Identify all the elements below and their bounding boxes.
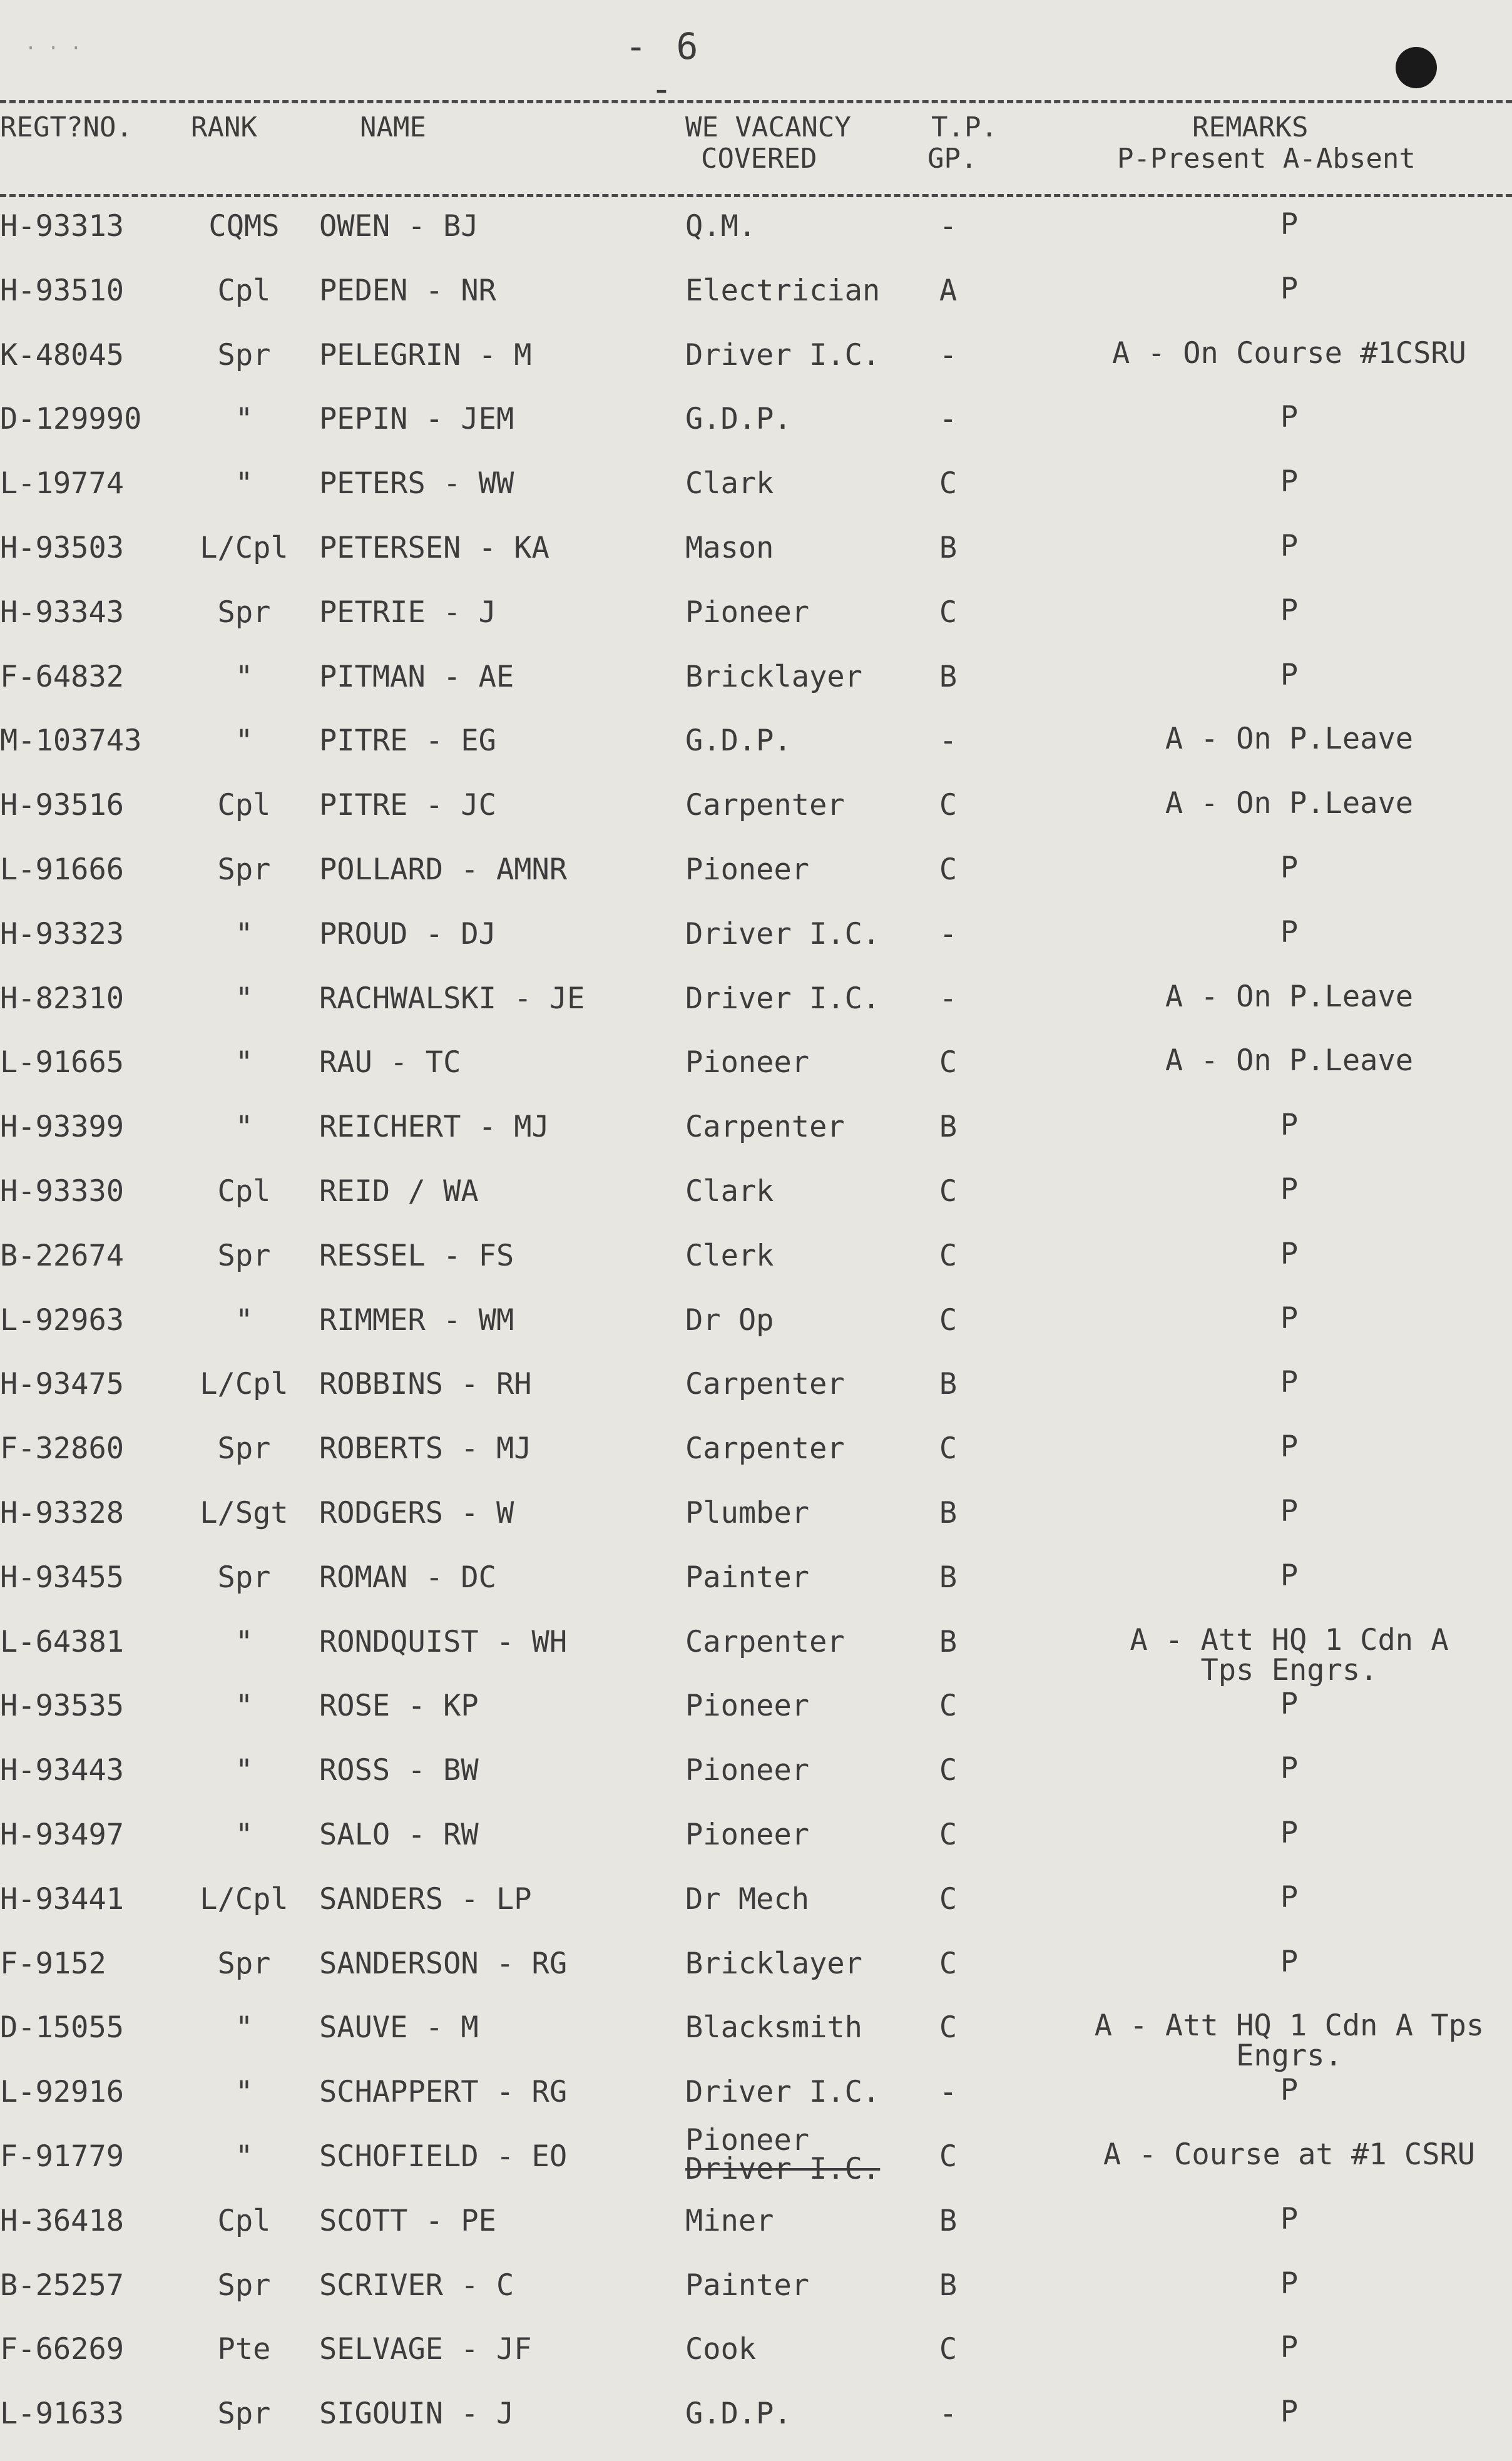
rank-cell: Cpl	[217, 788, 271, 822]
name-cell: SCRIVER - C	[319, 2268, 514, 2303]
table-row	[0, 1239, 1512, 1303]
table-row	[0, 1947, 1512, 2011]
rank-cell: L/Sgt	[200, 1496, 289, 1530]
table-row	[0, 2008, 1512, 2075]
we-vacancy-cell: Carpenter	[685, 1625, 845, 1659]
tp-group-cell: B	[939, 1367, 958, 1401]
regt-no-cell: M-103743	[0, 724, 142, 758]
tp-group-cell: C	[939, 1753, 958, 1788]
remarks-cell: P	[1280, 1108, 1299, 1142]
table-row	[0, 1751, 1512, 1818]
we-vacancy-cell: Carpenter	[685, 1110, 845, 1144]
tp-group-cell: B	[939, 1625, 958, 1659]
we-vacancy-cell: Clerk	[685, 1239, 774, 1273]
remarks-cell: P	[1280, 593, 1299, 628]
rank-cell: Spr	[217, 1947, 271, 1981]
table-row	[0, 1043, 1512, 1110]
table-row	[0, 336, 1512, 402]
tp-group-cell: -	[939, 209, 958, 243]
remarks-cell: P	[1280, 1430, 1299, 1464]
tp-group-cell: -	[939, 2397, 958, 2431]
regt-no-cell: F-9152	[0, 1947, 106, 1981]
tp-group-cell: C	[939, 1239, 958, 1273]
tp-group-cell: -	[939, 917, 958, 951]
name-cell: PETRIE - J	[319, 595, 496, 630]
regt-no-cell: L-92963	[0, 1303, 125, 1338]
tp-group-cell: C	[939, 1303, 958, 1338]
rank-cell: "	[235, 2075, 253, 2109]
name-cell: RESSEL - FS	[319, 1239, 514, 1273]
remarks-cell: P	[1280, 915, 1299, 949]
name-cell: ROSE - KP	[319, 1689, 479, 1723]
table-row	[0, 853, 1512, 917]
name-cell: RAU - TC	[319, 1045, 461, 1080]
remarks-cell: A - Course at #1 CSRU	[1103, 2137, 1476, 2172]
table-row	[0, 2266, 1512, 2333]
remarks-cell: P	[1280, 2266, 1299, 2301]
rank-cell: "	[235, 1045, 253, 1080]
rank-cell: Pte	[217, 2332, 271, 2366]
name-cell: PITRE - EG	[319, 724, 496, 758]
we-vacancy-cell: Pioneer	[685, 595, 810, 630]
remarks-cell: P	[1280, 658, 1299, 692]
table-row	[0, 274, 1512, 338]
header-rank: RANK	[191, 111, 257, 143]
table-row	[0, 2330, 1512, 2397]
we-vacancy-cell: Bricklayer	[685, 1947, 862, 1981]
we-vacancy-cell	[685, 2124, 880, 2186]
scan-speckle: · · ·	[25, 38, 82, 59]
regt-no-cell: H-93503	[0, 531, 125, 565]
rank-cell: Spr	[217, 1239, 271, 1273]
rank-cell: Cpl	[217, 274, 271, 308]
table-row	[0, 1625, 1512, 1689]
we-vacancy-cell: Carpenter	[685, 788, 845, 822]
rank-cell: "	[235, 1818, 253, 1852]
tp-group-cell: B	[939, 1496, 958, 1530]
table-row	[0, 982, 1512, 1046]
name-cell: SANDERSON - RG	[319, 1947, 568, 1981]
regt-no-cell: H-36418	[0, 2204, 125, 2238]
rank-cell: L/Cpl	[200, 1367, 289, 1401]
remarks-cell: P	[1280, 1945, 1299, 1979]
we-vacancy-cell: Painter	[685, 1560, 810, 1595]
tp-group-cell: B	[939, 2268, 958, 2303]
table-row	[0, 1818, 1512, 1882]
we-vacancy-cell: Bricklayer	[685, 660, 862, 694]
remarks-cell: P	[1280, 1558, 1299, 1593]
name-cell: ROBERTS - MJ	[319, 1431, 532, 1466]
rank-cell: "	[235, 2010, 253, 2045]
rank-cell: "	[235, 660, 253, 694]
regt-no-cell: H-93455	[0, 1560, 125, 1595]
we-vacancy-cell: Clark	[685, 466, 774, 501]
tp-group-cell: C	[939, 2332, 958, 2366]
remarks-cell: P	[1280, 2330, 1299, 2365]
tp-group-cell: B	[939, 660, 958, 694]
name-cell: REICHERT - MJ	[319, 1110, 549, 1144]
header-name: NAME	[360, 111, 426, 143]
remarks-cell: P	[1280, 1816, 1299, 1850]
remarks-cell: A - On P.Leave	[1165, 786, 1414, 821]
we-vacancy-cell: G.D.P.	[685, 2397, 792, 2431]
we-vacancy-cell: Carpenter	[685, 1431, 845, 1466]
we-vacancy-cell: Pioneer	[685, 852, 810, 887]
header-remarks: REMARKS	[1192, 111, 1309, 143]
table-row	[0, 1494, 1512, 1560]
remarks-cell: P	[1280, 400, 1299, 434]
remarks-cell: P	[1280, 272, 1299, 306]
header-gp: GP.	[927, 143, 978, 175]
table-row	[0, 1432, 1512, 1496]
regt-no-cell: H-93330	[0, 1174, 125, 1209]
name-cell: POLLARD - AMNR	[319, 852, 568, 887]
regt-no-cell: H-93535	[0, 1689, 125, 1723]
regt-no-cell: L-92916	[0, 2075, 125, 2109]
remarks-cell: P	[1280, 1880, 1299, 1915]
name-cell: PITMAN - AE	[319, 660, 514, 694]
tp-group-cell: B	[939, 1110, 958, 1144]
regt-no-cell: H-93399	[0, 1110, 125, 1144]
regt-no-cell: H-93328	[0, 1496, 125, 1530]
rank-cell: Cpl	[217, 1174, 271, 1209]
punch-hole	[1396, 47, 1437, 88]
rank-cell: Spr	[217, 852, 271, 887]
regt-no-cell: H-82310	[0, 981, 125, 1016]
table-row	[0, 1880, 1512, 1947]
tp-group-cell: C	[939, 1045, 958, 1080]
table-row	[0, 402, 1512, 466]
tp-group-cell: C	[939, 1431, 958, 1466]
we-vacancy-cell: Mason	[685, 531, 774, 565]
header-we-vacancy: WE VACANCY	[685, 111, 851, 143]
rank-cell: Spr	[217, 2397, 271, 2431]
table-row	[0, 1110, 1512, 1174]
tp-group-cell: C	[939, 788, 958, 822]
regt-no-cell: B-22674	[0, 1239, 125, 1273]
header-top-rule	[0, 100, 1512, 103]
remarks-cell: A - On P.Leave	[1165, 980, 1414, 1014]
regt-no-cell: F-66269	[0, 2332, 125, 2366]
remarks-cell: A - On P.Leave	[1165, 1043, 1414, 1078]
rank-cell: "	[235, 1110, 253, 1144]
rank-cell: CQMS	[208, 209, 280, 243]
regt-no-cell: H-93441	[0, 1882, 125, 1916]
table-row	[0, 724, 1512, 788]
rank-cell: L/Cpl	[200, 531, 289, 565]
remarks-cell: A - On P.Leave	[1165, 722, 1414, 756]
regt-no-cell: B-25257	[0, 2268, 125, 2303]
remarks-cell: A - Att HQ 1 Cdn A Tps Engrs.	[1094, 2008, 1484, 2073]
rank-cell: Spr	[217, 1560, 271, 1595]
remarks-cell: P	[1280, 464, 1299, 499]
rank-cell: "	[235, 2139, 253, 2174]
remarks-cell: P	[1280, 851, 1299, 885]
name-cell: RODGERS - W	[319, 1496, 514, 1530]
table-row	[0, 207, 1512, 274]
tp-group-cell: C	[939, 1174, 958, 1209]
we-vacancy-cell: Pioneer	[685, 1818, 810, 1852]
we-vacancy-cell: Dr Op	[685, 1303, 774, 1338]
name-cell: PEDEN - NR	[319, 274, 496, 308]
header-remarks-legend: P-Present A-Absent	[1117, 143, 1416, 175]
tp-group-cell: C	[939, 466, 958, 501]
rank-cell: "	[235, 981, 253, 1016]
tp-group-cell: C	[939, 2139, 958, 2174]
rank-cell: "	[235, 402, 253, 436]
tp-group-cell: C	[939, 1689, 958, 1723]
tp-group-cell: C	[939, 1818, 958, 1852]
name-cell: SCOTT - PE	[319, 2204, 496, 2238]
regt-no-cell: L-91665	[0, 1045, 125, 1080]
we-vacancy-cell: Carpenter	[685, 1367, 845, 1401]
regt-no-cell: H-93443	[0, 1753, 125, 1788]
regt-no-cell: H-93510	[0, 274, 125, 308]
table-row	[0, 786, 1512, 852]
name-cell: SIGOUIN - J	[319, 2397, 514, 2431]
regt-no-cell: L-19774	[0, 466, 125, 501]
we-vacancy-cell: Pioneer	[685, 1753, 810, 1788]
rank-cell: "	[235, 1625, 253, 1659]
we-vacancy-cell: Driver I.C.	[685, 2075, 881, 2109]
we-vacancy-cell-inserted: Pioneer	[685, 2123, 810, 2157]
name-cell: RONDQUIST - WH	[319, 1625, 568, 1659]
we-vacancy-cell: Clark	[685, 1174, 774, 1209]
rank-cell: "	[235, 917, 253, 951]
we-vacancy-cell: Electrician	[685, 274, 881, 308]
table-row	[0, 2204, 1512, 2268]
table-row	[0, 1558, 1512, 1625]
rank-cell: Cpl	[217, 2204, 271, 2238]
name-cell: SALO - RW	[319, 1818, 479, 1852]
we-vacancy-cell: Cook	[685, 2332, 757, 2366]
remarks-cell: P	[1280, 2395, 1299, 2429]
tp-group-cell: C	[939, 2010, 958, 2045]
table-row	[0, 660, 1512, 724]
remarks-cell: P	[1280, 1494, 1299, 1528]
regt-no-cell: F-64832	[0, 660, 125, 694]
regt-no-cell: H-93475	[0, 1367, 125, 1401]
table-row	[0, 1365, 1512, 1431]
table-row	[0, 2397, 1512, 2461]
tp-group-cell: C	[939, 852, 958, 887]
remarks-cell: P	[1280, 1172, 1299, 1207]
name-cell: SANDERS - LP	[319, 1882, 532, 1916]
regt-no-cell: H-93343	[0, 595, 125, 630]
tp-group-cell: C	[939, 1947, 958, 1981]
tp-group-cell: -	[939, 724, 958, 758]
name-cell: RIMMER - WM	[319, 1303, 514, 1338]
table-row	[0, 593, 1512, 660]
regt-no-cell: H-93323	[0, 917, 125, 951]
rank-cell: L/Cpl	[200, 1882, 289, 1916]
remarks-cell: P	[1280, 1751, 1299, 1786]
table-row	[0, 915, 1512, 981]
regt-no-cell: D-15055	[0, 2010, 125, 2045]
table-row	[0, 531, 1512, 595]
rank-cell: Spr	[217, 2268, 271, 2303]
rank-cell: "	[235, 724, 253, 758]
tp-group-cell: B	[939, 531, 958, 565]
we-vacancy-cell: Plumber	[685, 1496, 810, 1530]
name-cell: SCHOFIELD - EO	[319, 2139, 568, 2174]
name-cell: PITRE - JC	[319, 788, 496, 822]
we-vacancy-cell: Driver I.C.	[685, 338, 881, 372]
regt-no-cell: H-93516	[0, 788, 125, 822]
we-vacancy-cell: G.D.P.	[685, 724, 792, 758]
we-vacancy-cell: Driver I.C.	[685, 981, 881, 1016]
name-cell: PETERSEN - KA	[319, 531, 549, 565]
name-cell: PETERS - WW	[319, 466, 514, 501]
we-vacancy-cell: Blacksmith	[685, 2010, 862, 2045]
rank-cell: Spr	[217, 1431, 271, 1466]
tp-group-cell: B	[939, 2204, 958, 2238]
tp-group-cell: A	[939, 274, 958, 308]
rank-cell: "	[235, 466, 253, 501]
remarks-cell: P	[1280, 1687, 1299, 1721]
regt-no-cell: L-64381	[0, 1625, 125, 1659]
remarks-cell: P	[1280, 529, 1299, 563]
rank-cell: "	[235, 1753, 253, 1788]
regt-no-cell: D-129990	[0, 402, 142, 436]
remarks-cell: P	[1280, 207, 1299, 242]
regt-no-cell: F-32860	[0, 1431, 125, 1466]
tp-group-cell: -	[939, 981, 958, 1016]
regt-no-cell: F-91779	[0, 2139, 125, 2174]
remarks-cell: P	[1280, 1301, 1299, 1336]
tp-group-cell: -	[939, 2075, 958, 2109]
we-vacancy-cell: Dr Mech	[685, 1882, 810, 1916]
name-cell: PELEGRIN - M	[319, 338, 532, 372]
table-row	[0, 1301, 1512, 1368]
regt-no-cell: L-91633	[0, 2397, 125, 2431]
we-vacancy-cell: Painter	[685, 2268, 810, 2303]
table-row	[0, 1172, 1512, 1239]
we-vacancy-cell: Q.M.	[685, 209, 757, 243]
we-vacancy-cell: Pioneer	[685, 1689, 810, 1723]
page-number: - 6 -	[625, 25, 702, 110]
tp-group-cell: -	[939, 338, 958, 372]
name-cell: PROUD - DJ	[319, 917, 496, 951]
remarks-cell: P	[1280, 2073, 1299, 2107]
tp-group-cell: -	[939, 402, 958, 436]
name-cell: OWEN - BJ	[319, 209, 479, 243]
name-cell: ROBBINS - RH	[319, 1367, 532, 1401]
regt-no-cell: L-91666	[0, 852, 125, 887]
remarks-cell: P	[1280, 1365, 1299, 1399]
header-tp: T.P.	[931, 111, 998, 143]
regt-no-cell: K-48045	[0, 338, 125, 372]
we-vacancy-cell-struck: Driver I.C.	[685, 2152, 881, 2186]
rank-cell: "	[235, 1303, 253, 1338]
rank-cell: Spr	[217, 338, 271, 372]
name-cell: ROMAN - DC	[319, 1560, 496, 1595]
remarks-cell: A - On Course #1CSRU	[1112, 336, 1466, 371]
name-cell: RACHWALSKI - JE	[319, 981, 585, 1016]
header-covered: COVERED	[701, 143, 817, 175]
tp-group-cell: B	[939, 1560, 958, 1595]
we-vacancy-cell: Miner	[685, 2204, 774, 2238]
name-cell: ROSS - BW	[319, 1753, 479, 1788]
remarks-cell: P	[1280, 2202, 1299, 2236]
remarks-cell: A - Att HQ 1 Cdn A Tps Engrs.	[1130, 1623, 1449, 1687]
remarks-cell: P	[1280, 1237, 1299, 1271]
header-regt-no: REGT?NO.	[0, 111, 133, 143]
rank-cell: Spr	[217, 595, 271, 630]
table-row	[0, 464, 1512, 531]
regt-no-cell: H-93497	[0, 1818, 125, 1852]
table-row	[0, 2123, 1512, 2204]
name-cell: SAUVE - M	[319, 2010, 479, 2045]
name-cell: SCHAPPERT - RG	[319, 2075, 568, 2109]
tp-group-cell: C	[939, 595, 958, 630]
header-bottom-rule	[0, 194, 1512, 197]
we-vacancy-cell: G.D.P.	[685, 402, 792, 436]
rank-cell: "	[235, 1689, 253, 1723]
we-vacancy-cell: Pioneer	[685, 1045, 810, 1080]
regt-no-cell: H-93313	[0, 209, 125, 243]
we-vacancy-cell: Driver I.C.	[685, 917, 881, 951]
name-cell: REID / WA	[319, 1174, 479, 1209]
tp-group-cell: C	[939, 1882, 958, 1916]
name-cell: PEPIN - JEM	[319, 402, 514, 436]
table-row	[0, 1689, 1512, 1753]
name-cell: SELVAGE - JF	[319, 2332, 532, 2366]
